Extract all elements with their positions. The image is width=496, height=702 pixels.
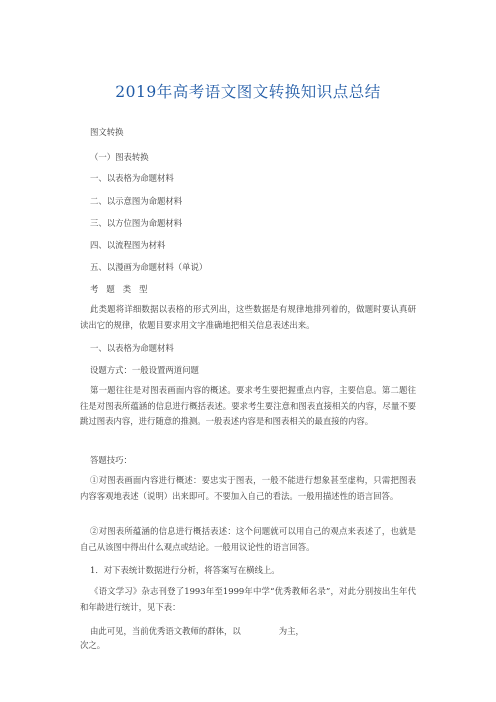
paragraph: 第一题往往是对图表画面内容的概述。要求考生要把握重点内容，主要信息。第二题往往是对图表所蕴涵的信息进行概括表述。要求考生要注意和图表直接相关的内容，尽量不要跳过图表内容，进行随意的推测。一般表述内容是和图表相关的最直接的内容。: [80, 385, 416, 426]
fill-in-line: [90, 626, 304, 637]
paragraph: 此类题将详细数据以表格的形式列出，这些数据是有规律地排列着的，做题时要认真研读出它的规律，依题目要求用文字准确地把相关信息表述出来。: [80, 304, 416, 330]
text-line: 次之。: [80, 640, 106, 650]
text-line: 五、以漫画为命题材料（单说）: [90, 262, 208, 272]
text-line: 四、以流程图为材料: [90, 240, 166, 250]
text-line: 一、以表格为命题材料: [90, 173, 174, 183]
text-segment: 为主，: [278, 626, 304, 636]
heading-char: 类: [122, 284, 132, 294]
text-line: 答题技巧：: [90, 455, 132, 465]
heading-char: 考: [90, 284, 99, 294]
text-line: 1．对下表统计数据进行分析，将答案写在横线上。: [90, 565, 280, 575]
text-line: （一）图表转换: [90, 152, 149, 162]
text-line: 二、以示意图为命题材料: [90, 196, 183, 206]
paragraph: 《语文学习》杂志刊登了1993年至1999年中学“优秀教师名录”，对此分别按出生年代和年龄进行统计，见下表：: [80, 586, 416, 612]
heading-char: 型: [139, 284, 148, 294]
paragraph: ①对图表画面内容进行概述：要忠实于图表，一般不能进行想象甚至虚构，只需把图表内容客观地表述（说明）出来即可。不要加入自己的看法。一般用描述性的语言回答。: [80, 475, 416, 501]
text-line: 图文转换: [90, 127, 124, 137]
paragraph: ②对图表所蕴涵的信息进行概括表述：这个问题就可以用自己的观点来表述了，也就是自己从该图中得出什么观点或结论。一般用议论性的语言回答。: [80, 526, 416, 552]
text-segment: 由此可见，当前优秀语文教师的群体，以: [90, 626, 241, 636]
text-line: 设题方式：一般设置两道问题: [90, 365, 199, 375]
text-line: 三、以方位图为命题材料: [90, 218, 183, 228]
page-title: 2019年高考语文图文转换知识点总结: [115, 83, 381, 101]
section-heading-kaoti: [90, 284, 148, 295]
text-line: 一、以表格为命题材料: [90, 343, 174, 353]
heading-char: 题: [106, 284, 115, 294]
